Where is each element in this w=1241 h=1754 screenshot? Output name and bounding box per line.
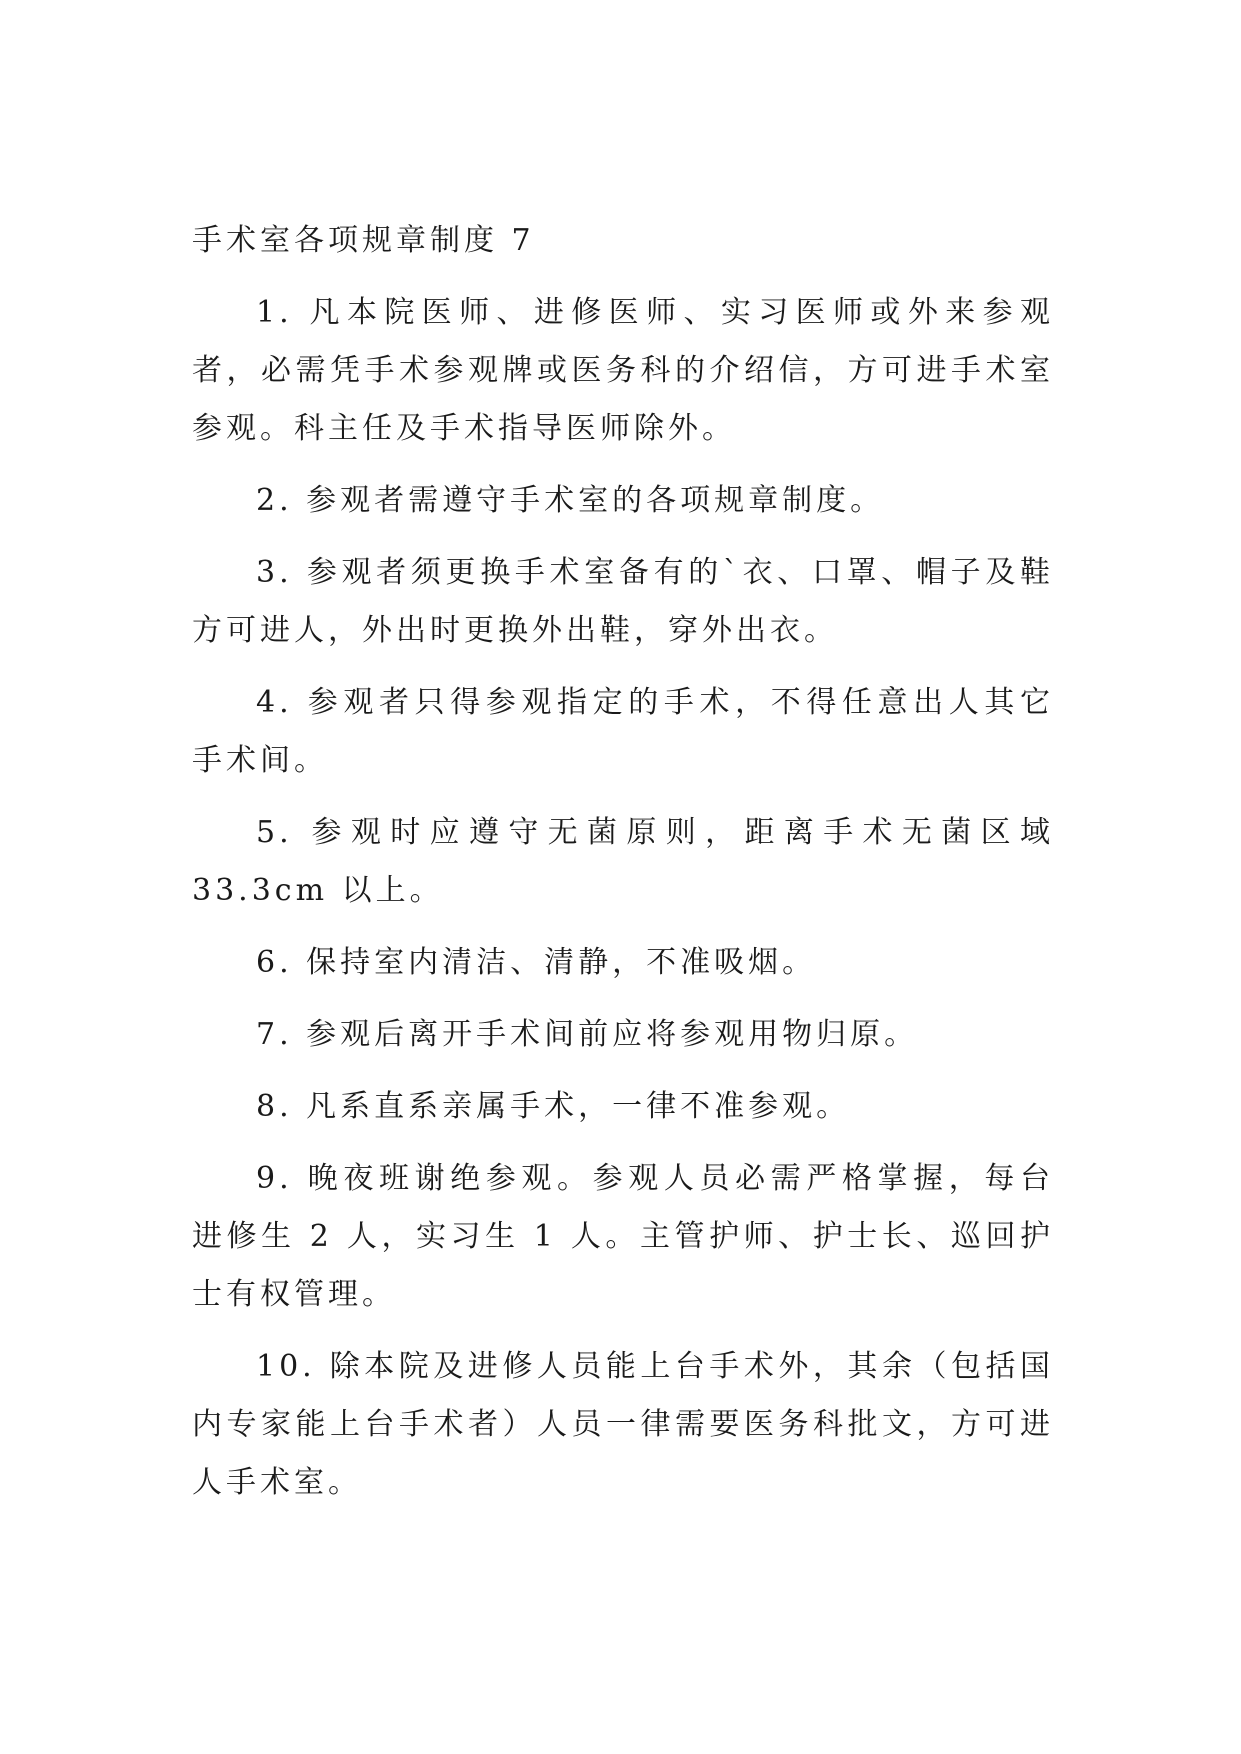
rule-paragraph-9: 9. 晚夜班谢绝参观。参观人员必需严格掌握，每台进修生 2 人，实习生 1 人。主管护师、护士长、巡回护士有权管理。 bbox=[192, 1161, 1054, 1312]
rule-paragraph-6: 6. 保持室内清洁、清静，不准吸烟。 bbox=[256, 945, 817, 980]
rule-paragraph-10: 10. 除本院及进修人员能上台手术外，其余（包括国内专家能上台手术者）人员一律需要医务科批文，方可进人手术室。 bbox=[192, 1349, 1054, 1500]
rule-paragraph-1: 1. 凡本院医师、进修医师、实习医师或外来参观者，必需凭手术参观牌或医务科的介绍信，方可进手术室参观。科主任及手术指导医师除外。 bbox=[192, 295, 1054, 446]
document-title: 手术室各项规章制度 7 bbox=[192, 223, 535, 258]
rule-paragraph-8: 8. 凡系直系亲属手术，一律不准参观。 bbox=[256, 1089, 851, 1124]
rule-paragraph-5: 5. 参观时应遵守无菌原则，距离手术无菌区域 33.3cm 以上。 bbox=[192, 815, 1054, 908]
rule-paragraph-7: 7. 参观后离开手术间前应将参观用物归原。 bbox=[256, 1017, 919, 1052]
rule-paragraph-2: 2. 参观者需遵守手术室的各项规章制度。 bbox=[256, 483, 885, 518]
rule-paragraph-4: 4. 参观者只得参观指定的手术，不得任意出人其它手术间。 bbox=[192, 685, 1054, 778]
document-body bbox=[192, 212, 1054, 1526]
rule-paragraph-3: 3. 参观者须更换手术室备有的`衣、口罩、帽子及鞋方可进人，外出时更换外出鞋，穿外出衣。 bbox=[192, 555, 1054, 648]
